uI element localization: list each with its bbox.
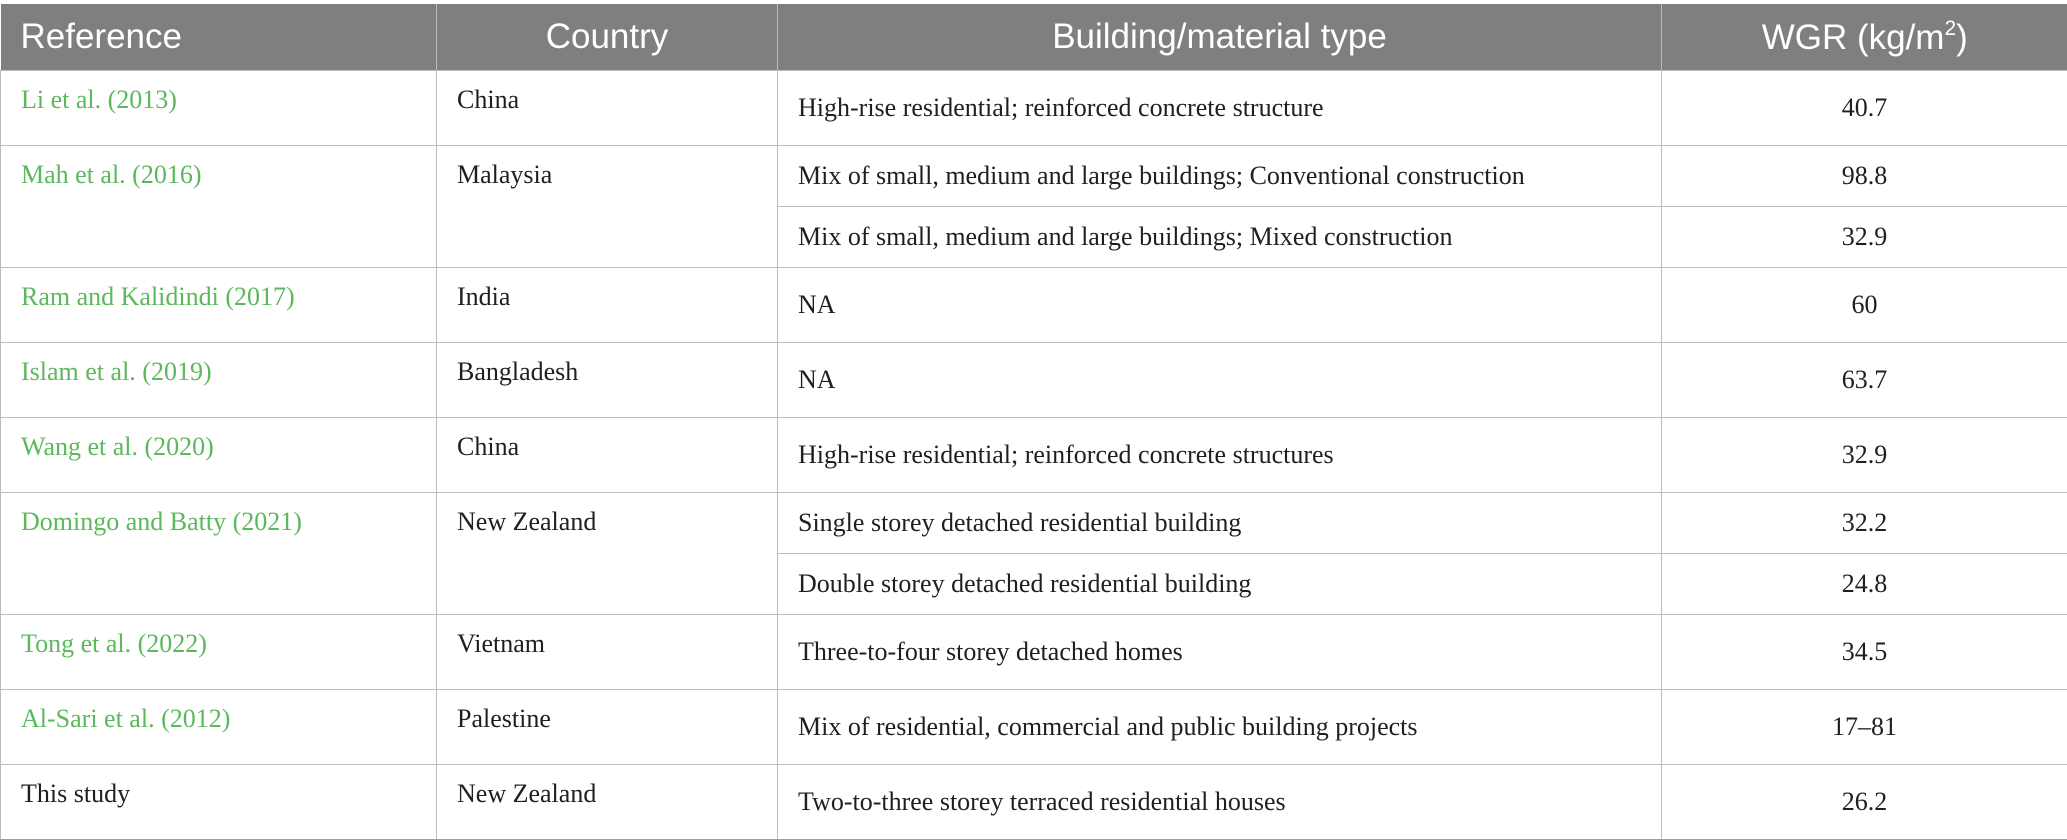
building-type-cell: High-rise residential; reinforced concrete structure [778, 71, 1662, 146]
header-wgr-superscript: 2 [1944, 17, 1956, 40]
building-type-cell: NA [778, 268, 1662, 343]
country-cell: Bangladesh [437, 343, 778, 418]
reference-link[interactable]: Tong et al. (2022) [21, 629, 207, 658]
wgr-cell: 40.7 [1662, 71, 2067, 146]
building-type-cell: Single storey detached residential building [778, 493, 1662, 554]
building-type-cell: Three-to-four storey detached homes [778, 615, 1662, 690]
building-type-cell: High-rise residential; reinforced concrete structures [778, 418, 1662, 493]
table-header-row [1, 4, 2067, 71]
comparison-table-container [0, 4, 2067, 840]
country-cell: China [437, 71, 778, 146]
header-wgr-label: WGR (kg/m [1762, 18, 1945, 57]
header-wgr [1662, 4, 2067, 71]
wgr-cell: 26.2 [1662, 765, 2067, 840]
reference-link[interactable]: Al-Sari et al. (2012) [21, 704, 230, 733]
wgr-cell: 63.7 [1662, 343, 2067, 418]
table-row [1, 71, 2067, 146]
reference-link[interactable]: Domingo and Batty (2021) [21, 507, 302, 536]
reference-cell [1, 146, 437, 268]
table-row [1, 765, 2067, 840]
table-row [1, 615, 2067, 690]
building-type-cell: Two-to-three storey terraced residential houses [778, 765, 1662, 840]
country-cell: India [437, 268, 778, 343]
wgr-cell: 32.9 [1662, 207, 2067, 268]
wgr-cell: 98.8 [1662, 146, 2067, 207]
reference-link[interactable]: Mah et al. (2016) [21, 160, 202, 189]
building-type-cell: Double storey detached residential building [778, 554, 1662, 615]
header-wgr-close: ) [1956, 18, 1968, 57]
country-cell: Malaysia [437, 146, 778, 268]
header-country: Country [437, 4, 778, 71]
table-row [1, 146, 2067, 207]
reference-link[interactable]: Islam et al. (2019) [21, 357, 212, 386]
reference-cell [1, 343, 437, 418]
reference-cell [1, 418, 437, 493]
reference-cell [1, 690, 437, 765]
country-cell: New Zealand [437, 493, 778, 615]
reference-cell [1, 493, 437, 615]
wgr-cell: 32.2 [1662, 493, 2067, 554]
wgr-cell: 60 [1662, 268, 2067, 343]
country-cell: Vietnam [437, 615, 778, 690]
wgr-cell: 34.5 [1662, 615, 2067, 690]
reference-link[interactable]: Wang et al. (2020) [21, 432, 214, 461]
reference-cell: This study [1, 765, 437, 840]
table-row [1, 690, 2067, 765]
reference-cell [1, 615, 437, 690]
table-row [1, 493, 2067, 554]
reference-cell [1, 71, 437, 146]
building-type-cell: Mix of small, medium and large buildings; Mixed construction [778, 207, 1662, 268]
building-type-cell: Mix of residential, commercial and public building projects [778, 690, 1662, 765]
wgr-cell: 17–81 [1662, 690, 2067, 765]
header-reference: Reference [1, 4, 437, 71]
country-cell: Palestine [437, 690, 778, 765]
country-cell: New Zealand [437, 765, 778, 840]
wgr-comparison-table [0, 4, 2067, 840]
wgr-cell: 32.9 [1662, 418, 2067, 493]
building-type-cell: NA [778, 343, 1662, 418]
building-type-cell: Mix of small, medium and large buildings; Conventional construction [778, 146, 1662, 207]
reference-link[interactable]: Li et al. (2013) [21, 85, 177, 114]
table-row [1, 343, 2067, 418]
header-building-type: Building/material type [778, 4, 1662, 71]
table-row [1, 268, 2067, 343]
reference-cell [1, 268, 437, 343]
reference-link[interactable]: Ram and Kalidindi (2017) [21, 282, 295, 311]
country-cell: China [437, 418, 778, 493]
table-row [1, 418, 2067, 493]
wgr-cell: 24.8 [1662, 554, 2067, 615]
